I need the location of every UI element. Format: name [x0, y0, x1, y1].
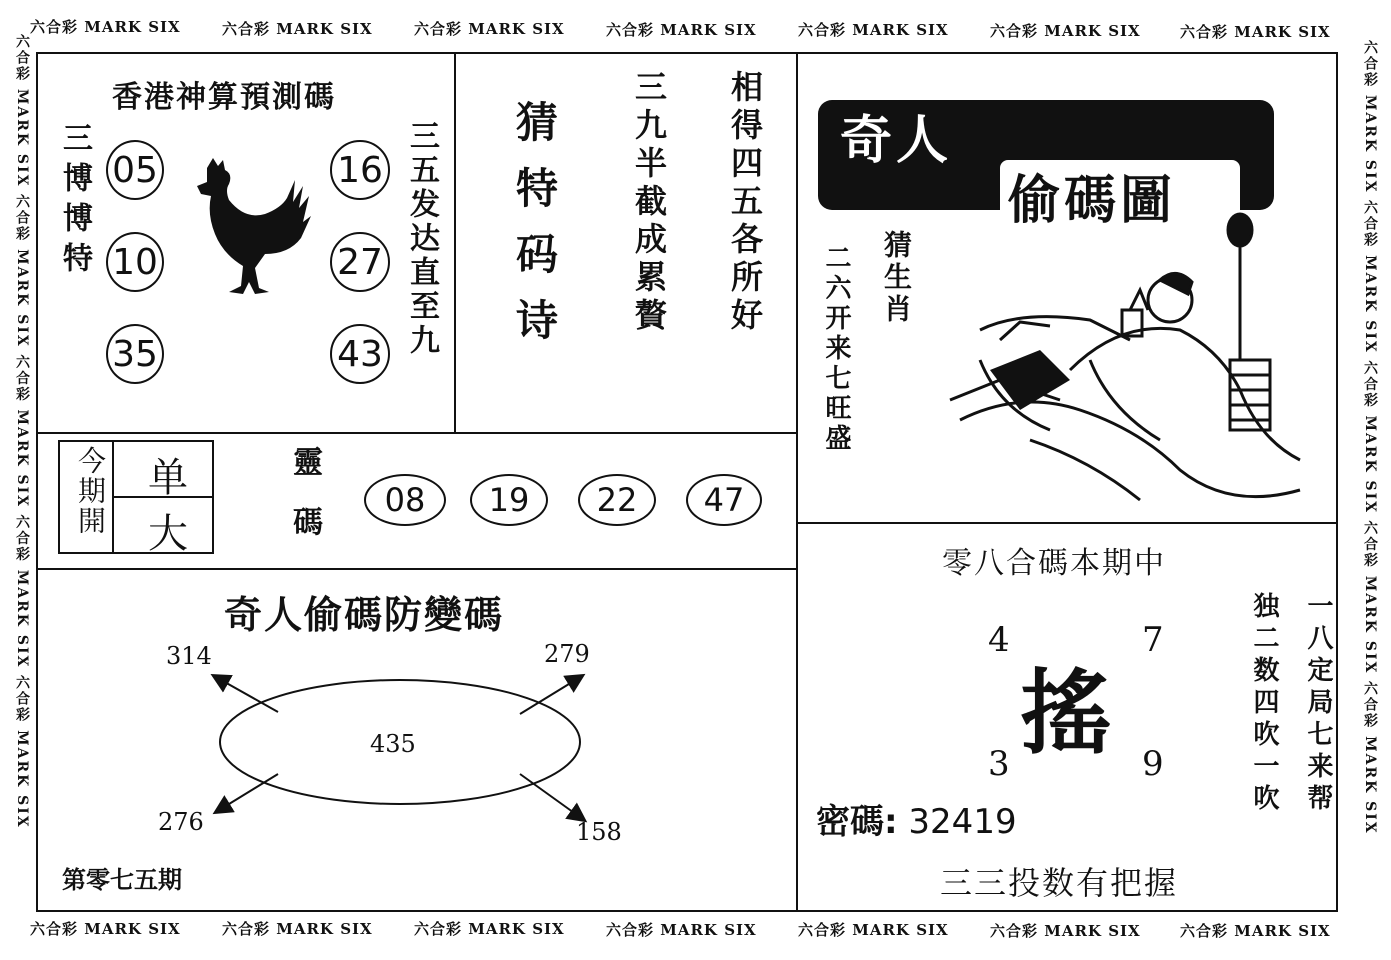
number-ball: 05	[106, 140, 164, 200]
predict-right-col: 三五发达直至九	[404, 120, 439, 358]
rooster-icon	[185, 150, 315, 305]
border-label: 六合彩 MARK SIX	[990, 922, 1141, 940]
bottom-border	[30, 918, 1360, 940]
predict-left-col1: 三博博特	[57, 122, 92, 282]
open-value: 大	[148, 511, 188, 557]
right-border: 六合彩 MARK SIX 六合彩 MARK SIX 六合彩 MARK SIX 六合彩 MARK SIX 六合彩 MARK SIX	[1362, 40, 1378, 835]
zero8-num: 3	[988, 744, 1010, 784]
divider	[36, 568, 798, 570]
bianma-corner: 276	[158, 808, 204, 836]
ling-label: 靈碼	[287, 446, 322, 566]
border-label: 六合彩 MARK SIX	[414, 20, 565, 38]
code-line	[816, 794, 1017, 843]
top-border	[30, 16, 1360, 41]
bianma-corner: 279	[544, 640, 590, 668]
number-ball: 35	[106, 324, 164, 384]
zero8-num: 9	[1142, 744, 1164, 784]
bianma-title: 奇人偷碼防變碼	[224, 592, 505, 637]
code-value: 32419	[908, 802, 1017, 842]
border-label: 六合彩 MARK SIX	[798, 21, 949, 39]
thief-hint-label: 猜生肖	[880, 230, 913, 326]
divider	[796, 52, 798, 912]
left-border: 六合彩 MARK SIX 六合彩 MARK SIX 六合彩 MARK SIX 六合彩 MARK SIX 六合彩 MARK SIX	[14, 34, 30, 829]
thief-hint-text: 二六开来七旺盛	[821, 244, 851, 454]
zero8-num: 4	[988, 620, 1010, 660]
code-label: 密碼:	[816, 802, 898, 842]
border-label: 六合彩 MARK SIX	[990, 22, 1141, 40]
thief-title-line2: 偷碼圖	[1008, 170, 1177, 231]
zero8-num: 7	[1142, 620, 1164, 660]
predict-title: 香港神算預測碼	[112, 80, 336, 115]
zero8-center: 搖	[1020, 659, 1113, 767]
ling-ball: 19	[470, 474, 548, 526]
border-label: 六合彩 MARK SIX	[222, 920, 373, 938]
scholar-illustration	[940, 210, 1320, 520]
open-value: 单	[148, 455, 188, 501]
border-label: 六合彩 MARK SIX	[30, 18, 181, 36]
poem-title: 猜特码诗	[510, 100, 559, 364]
border-label: 六合彩 MARK SIX	[222, 20, 373, 38]
divider	[36, 432, 798, 434]
number-ball: 16	[330, 140, 390, 200]
divider	[454, 52, 456, 434]
number-ball: 43	[330, 324, 390, 384]
divider	[796, 522, 1338, 524]
number-ball: 27	[330, 232, 390, 292]
border-label: 六合彩 MARK SIX	[1180, 23, 1331, 41]
ling-ball: 47	[686, 474, 762, 526]
border-label: 六合彩 MARK SIX	[414, 920, 565, 938]
number-ball: 10	[106, 232, 164, 292]
zero8-col: 一八定局七来帮	[1303, 592, 1333, 816]
zero8-col: 独二数四吹一吹	[1249, 592, 1279, 816]
ling-ball: 22	[578, 474, 656, 526]
bianma-center: 435	[370, 730, 416, 758]
poem-line: 相得四五各所好	[726, 70, 764, 336]
border-label: 六合彩 MARK SIX	[606, 921, 757, 939]
open-label: 今期開	[74, 446, 107, 536]
border-label: 六合彩 MARK SIX	[798, 921, 949, 939]
issue-label: 第零七五期	[62, 865, 182, 894]
zero8-title: 零八合碼本期中	[942, 546, 1166, 581]
bianma-corner: 158	[576, 818, 622, 846]
zero8-footer: 三三投数有把握	[940, 864, 1179, 902]
border-label: 六合彩 MARK SIX	[30, 920, 181, 938]
bianma-corner: 314	[166, 642, 212, 670]
thief-title-line1: 奇人	[840, 110, 953, 171]
ling-ball: 08	[364, 474, 446, 526]
border-label: 六合彩 MARK SIX	[606, 21, 757, 39]
poem-line: 三九半截成累贅	[630, 70, 668, 336]
border-label: 六合彩 MARK SIX	[1180, 922, 1331, 940]
